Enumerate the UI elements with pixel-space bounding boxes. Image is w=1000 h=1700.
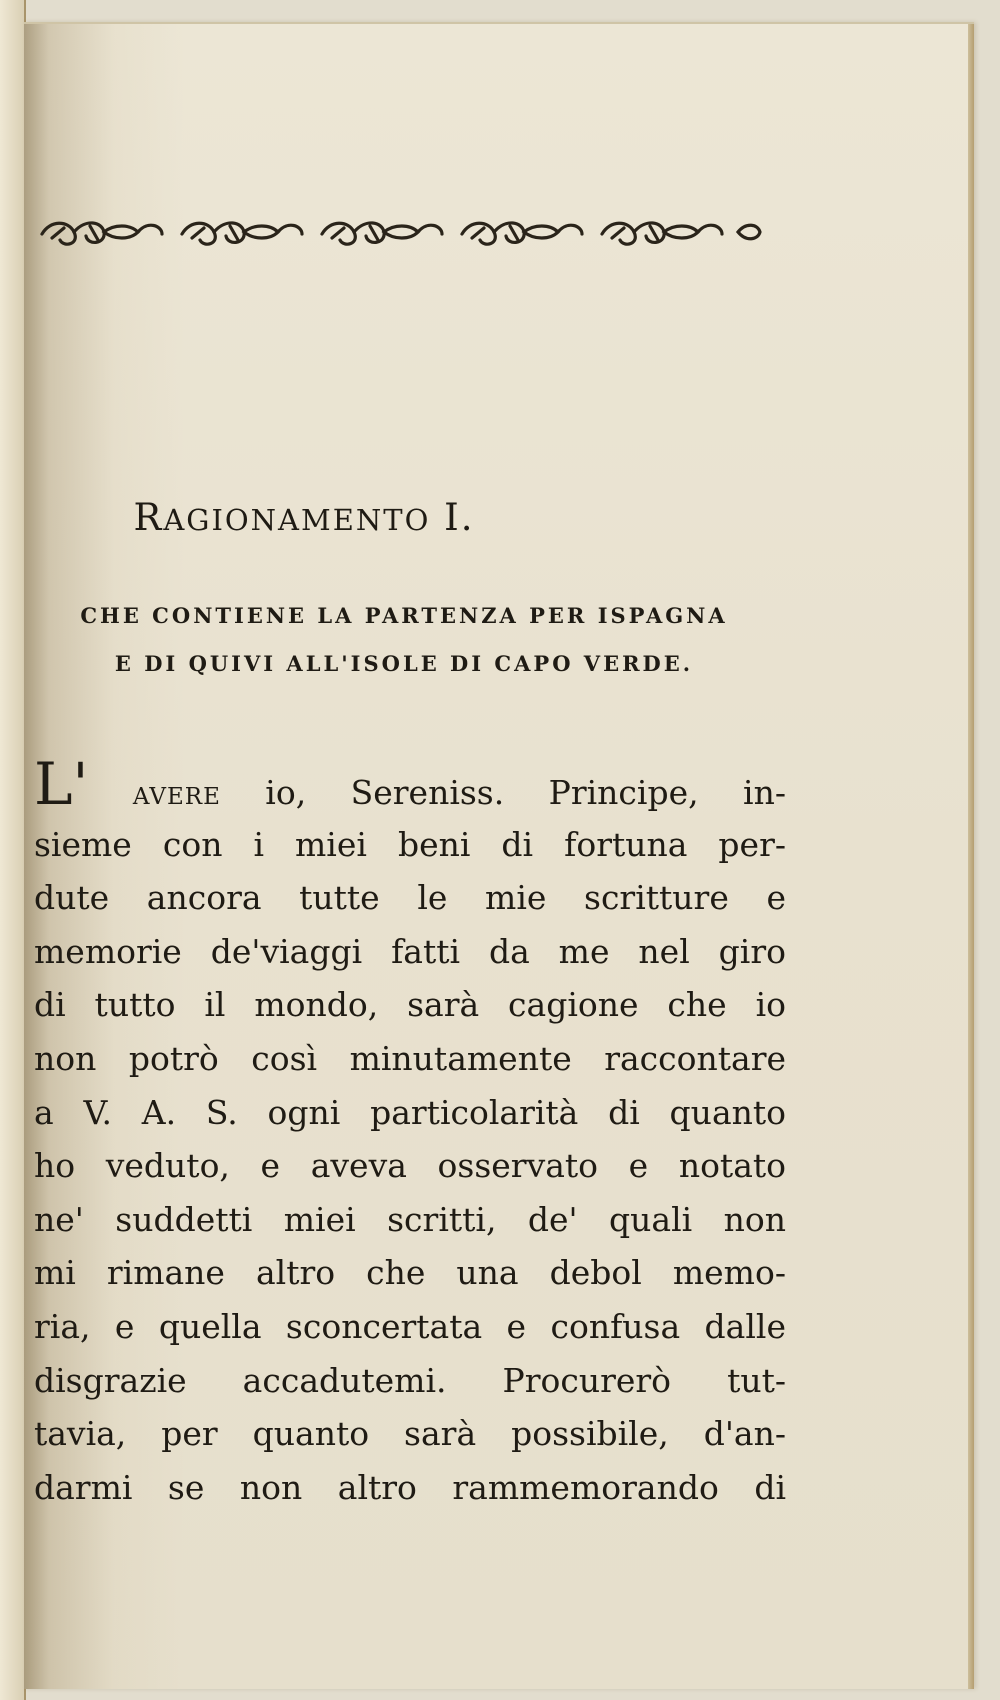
text-line-first <box>34 750 786 818</box>
subtitle-line: E DI QUIVI ALL'ISOLE DI CAPO VERDE. <box>114 651 694 676</box>
previous-page-edge <box>0 0 26 1700</box>
text-line: non potrò così minutamente raccontare <box>34 1038 786 1078</box>
body-paragraph <box>34 750 786 1514</box>
text-line: a V. A. S. ogni particolarità di quanto <box>34 1092 786 1132</box>
text-line: ne' suddetti miei scritti, de' quali non <box>34 1199 786 1239</box>
first-line-text: io, Sereniss. Principe, in- <box>265 773 786 812</box>
text-line: ria, e quella sconcertata e confusa dalle <box>34 1306 786 1346</box>
text-line: disgrazie accadutemi. Procurerò tut- <box>34 1360 786 1400</box>
text-line: dute ancora tutte le mie scritture e <box>34 878 786 918</box>
title-numeral: I. <box>444 496 475 539</box>
drop-cap: L' <box>34 750 89 818</box>
title-initial: R <box>133 496 164 539</box>
text-line: tavia, per quanto sarà possibile, d'an- <box>34 1414 786 1454</box>
text-line: mi rimane altro che una debol memo- <box>34 1253 786 1293</box>
text-line: di tutto il mondo, sarà cagione che io <box>34 985 786 1025</box>
text-line: sieme con i miei beni di fortuna per- <box>34 824 786 864</box>
book-page <box>24 22 974 1689</box>
text-line: memorie de'viaggi fatti da me nel giro <box>34 931 786 971</box>
text-line: darmi se non altro rammemorando di <box>34 1467 786 1507</box>
chapter-subtitle <box>24 592 784 688</box>
page-edge <box>968 24 974 1689</box>
subtitle-line: CHE CONTIENE LA PARTENZA PER ISPAGNA <box>80 603 728 628</box>
ornament-headpiece-icon <box>34 202 769 262</box>
chapter-title <box>24 496 584 539</box>
first-word: AVERE <box>132 784 221 810</box>
text-line: ho veduto, e aveva osservato e notato <box>34 1146 786 1186</box>
ornament-unit <box>42 223 162 244</box>
title-caps: AGIONAMENTO <box>163 503 431 537</box>
